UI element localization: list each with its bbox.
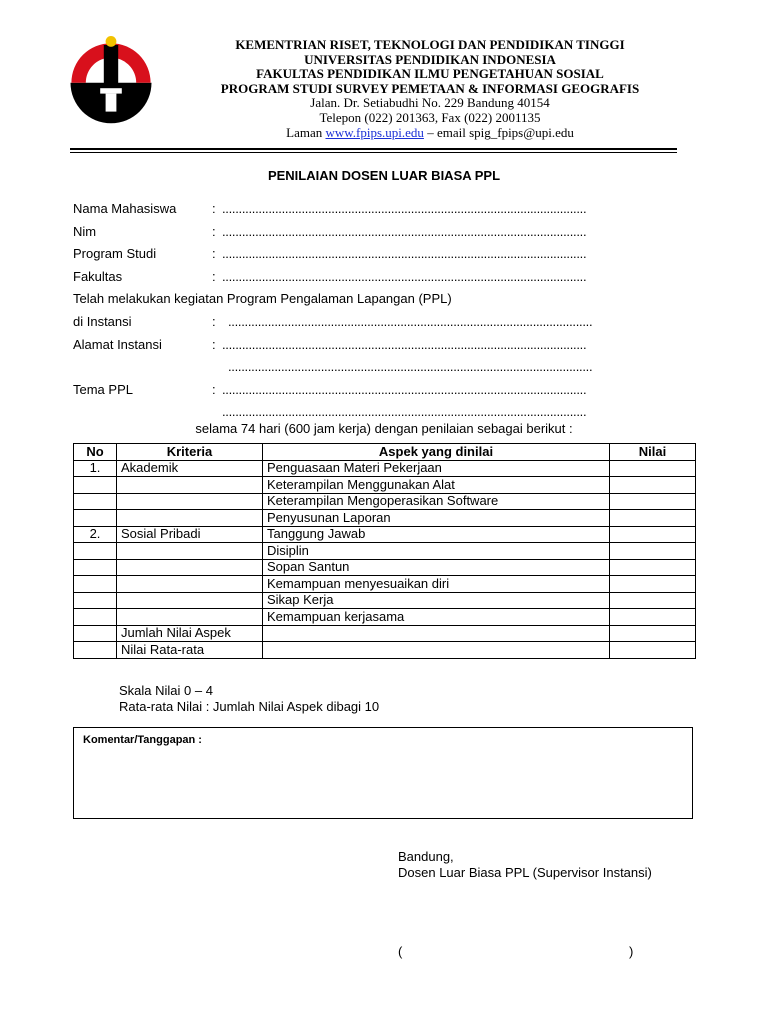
colon: : (212, 224, 216, 239)
comment-label: Komentar/Tanggapan : (83, 734, 202, 746)
header-no: No (74, 444, 117, 461)
table-row (74, 609, 696, 626)
cell-kriteria (117, 592, 263, 609)
cell-nilai[interactable] (610, 460, 696, 477)
table-row (74, 543, 696, 560)
cell-aspek: Penguasaan Materi Pekerjaan (263, 460, 610, 477)
header-divider-thin (70, 152, 677, 153)
ministry-name: KEMENTRIAN RISET, TEKNOLOGI DAN PENDIDIKAN TINGGI (235, 37, 625, 52)
cell-no: 1. (74, 460, 117, 477)
cell-no (74, 592, 117, 609)
label-alamat: Alamat Instansi (73, 337, 162, 352)
cell-kriteria (117, 609, 263, 626)
scale-range: Skala Nilai 0 – 4 (119, 683, 213, 698)
letterhead (170, 38, 690, 140)
phone: Telepon (022) 201363, Fax (022) 2001135 (319, 109, 541, 125)
label-instansi: di Instansi (73, 314, 132, 329)
fill-tema: .............................................................................................................. (222, 382, 587, 397)
fill-alamat: .............................................................................................................. (222, 337, 587, 352)
colon: : (212, 246, 216, 261)
table-row (74, 576, 696, 593)
activity-statement: Telah melakukan kegiatan Program Pengalaman Lapangan (PPL) (73, 291, 452, 306)
university-logo (66, 36, 156, 126)
cell-aspek: Tanggung Jawab (263, 526, 610, 543)
cell-aspek: Penyusunan Laporan (263, 510, 610, 527)
cell-kriteria (117, 477, 263, 494)
scale-average: Rata-rata Nilai : Jumlah Nilai Aspek dibagi 10 (119, 699, 380, 714)
signature-city: Bandung, (398, 849, 454, 864)
table-row (74, 625, 696, 642)
cell-kriteria: Sosial Pribadi (117, 526, 263, 543)
signature-role: Dosen Luar Biasa PPL (Supervisor Instansi) (398, 865, 652, 880)
fill-alamat-2: .............................................................................................................. (228, 359, 593, 374)
web-prefix: Laman (286, 124, 326, 140)
table-row (74, 477, 696, 494)
cell-no (74, 543, 117, 560)
cell-aspek (263, 625, 610, 642)
cell-nilai[interactable] (610, 526, 696, 543)
cell-no (74, 576, 117, 593)
fill-nim: .............................................................................................................. (222, 224, 587, 239)
label-fakultas: Fakultas (73, 269, 123, 284)
table-row (74, 526, 696, 543)
table-row (74, 510, 696, 527)
fill-tema-2: .............................................................................................................. (222, 404, 587, 419)
cell-nilai[interactable] (610, 510, 696, 527)
cell-no (74, 510, 117, 527)
cell-aspek: Kemampuan menyesuaikan diri (263, 576, 610, 593)
table-row (74, 642, 696, 659)
cell-nilai[interactable] (610, 609, 696, 626)
header-aspek: Aspek yang dinilai (263, 444, 610, 461)
cell-aspek: Keterampilan Mengoperasikan Software (263, 493, 610, 510)
header-nilai: Nilai (610, 444, 696, 461)
cell-aspek: Disiplin (263, 543, 610, 560)
cell-aspek (263, 642, 610, 659)
document-title: PENILAIAN DOSEN LUAR BIASA PPL (267, 168, 501, 183)
signature-paren-close: ) (629, 944, 634, 959)
cell-kriteria (117, 576, 263, 593)
cell-no: 2. (74, 526, 117, 543)
cell-kriteria (117, 543, 263, 560)
cell-no (74, 477, 117, 494)
table-row (74, 592, 696, 609)
email: – email spig_fpips@upi.edu (423, 124, 574, 140)
duration-statement: selama 74 hari (600 jam kerja) dengan penilaian sebagai berikut : (195, 421, 573, 436)
fill-fakultas: .............................................................................................................. (222, 269, 587, 284)
colon: : (212, 201, 216, 216)
colon: : (212, 269, 216, 284)
signature-paren-open: ( (398, 944, 403, 959)
table-row (74, 559, 696, 576)
cell-nilai[interactable] (610, 559, 696, 576)
cell-no (74, 559, 117, 576)
cell-aspek: Keterampilan Menggunakan Alat (263, 477, 610, 494)
cell-nilai[interactable] (610, 576, 696, 593)
website-link[interactable]: www.fpips.upi.edu (325, 124, 424, 140)
comment-box[interactable] (73, 727, 693, 819)
label-tema: Tema PPL (73, 382, 133, 397)
cell-no (74, 642, 117, 659)
cell-no (74, 609, 117, 626)
header-kriteria: Kriteria (117, 444, 263, 461)
table-header-row (74, 444, 696, 461)
cell-kriteria: Akademik (117, 460, 263, 477)
address: Jalan. Dr. Setiabudhi No. 229 Bandung 40154 (310, 95, 550, 111)
cell-aspek: Sopan Santun (263, 559, 610, 576)
cell-nilai[interactable] (610, 477, 696, 494)
cell-aspek: Kemampuan kerjasama (263, 609, 610, 626)
fill-nama: .............................................................................................................. (222, 201, 587, 216)
cell-kriteria (117, 493, 263, 510)
cell-kriteria (117, 510, 263, 527)
cell-kriteria: Jumlah Nilai Aspek (117, 625, 263, 642)
assessment-table (73, 443, 696, 659)
cell-nilai[interactable] (610, 642, 696, 659)
table-row (74, 493, 696, 510)
colon: : (212, 314, 216, 329)
university-name: UNIVERSITAS PENDIDIKAN INDONESIA (304, 51, 556, 67)
cell-aspek: Sikap Kerja (263, 592, 610, 609)
cell-nilai[interactable] (610, 493, 696, 510)
header-divider-thick (70, 148, 677, 150)
cell-no (74, 493, 117, 510)
cell-kriteria: Nilai Rata-rata (117, 642, 263, 659)
cell-nilai[interactable] (610, 625, 696, 642)
colon: : (212, 382, 216, 397)
label-prodi: Program Studi (73, 246, 157, 261)
label-nim: Nim (73, 224, 97, 239)
colon: : (212, 337, 216, 352)
cell-nilai[interactable] (610, 543, 696, 560)
label-nama: Nama Mahasiswa (73, 201, 177, 216)
contact-line (170, 126, 690, 141)
table-row (74, 460, 696, 477)
cell-no (74, 625, 117, 642)
cell-kriteria (117, 559, 263, 576)
program-name: PROGRAM STUDI SURVEY PEMETAAN & INFORMASI GEOGRAFIS (220, 80, 640, 96)
fill-prodi: .............................................................................................................. (222, 246, 587, 261)
cell-nilai[interactable] (610, 592, 696, 609)
faculty-name: FAKULTAS PENDIDIKAN ILMU PENGETAHUAN SOSIAL (256, 66, 604, 82)
fill-instansi: .............................................................................................................. (228, 314, 593, 329)
